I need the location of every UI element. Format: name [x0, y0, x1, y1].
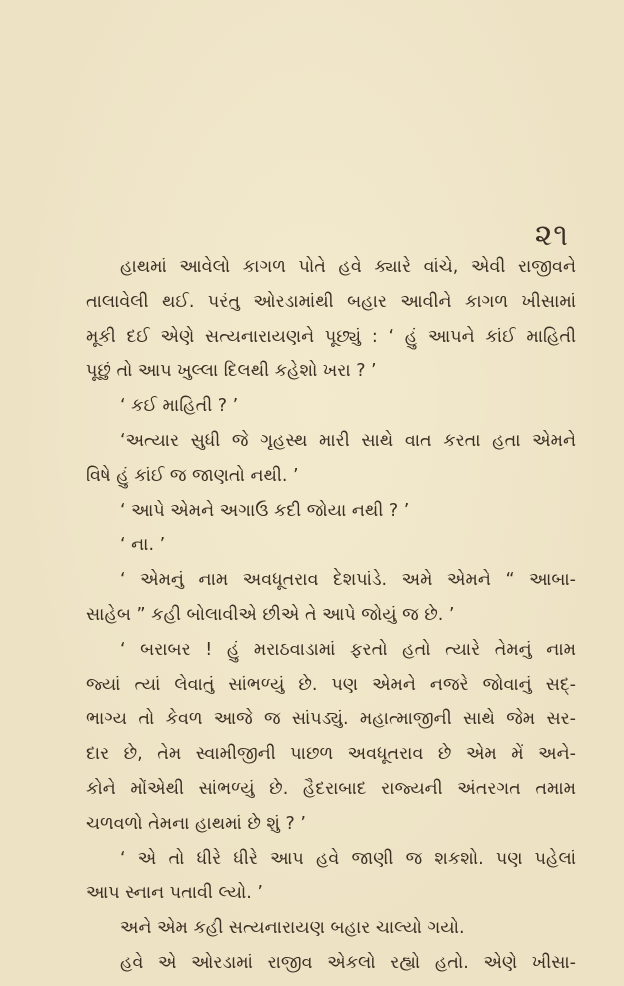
text-line: સાહેબ ” કહી બોલાવીએ છીએ તે આપે જોયું જ છે. ’: [86, 604, 455, 625]
text-line: ‘ કઈ માહિતી ? ’: [120, 396, 239, 417]
text-line: ‘ એ તો ધીરે ધીરે આપ હવે જાણી જ શકશો. પણ પહેલાં: [120, 848, 576, 869]
text-line: વિષે હું કાંઈ જ જાણતો નથી. ’: [86, 465, 299, 486]
text-lines: [86, 250, 576, 981]
text-line: પૂછું તો આપ ખુલ્લા દિલથી કહેશો ખરા ? ’: [86, 361, 377, 382]
body-text: [86, 250, 576, 981]
text-line: ‘ બરાબર ! હું મરાઠવાડામાં ફરતો હતો ત્યારે તેમનું નામ: [120, 639, 576, 660]
text-line: દાર છે, તેમ સ્વામીજીની પાછળ અવધૂતરાવ છે એમ મેં અને-: [86, 744, 576, 765]
page-number: ૨૧: [534, 218, 569, 253]
text-line: તાલાવેલી થઈ. પરંતુ ઓરડામાંથી બહાર આવીને કાગળ ખીસામાં: [86, 291, 576, 312]
text-line: ‘ આપે એમને અગાઉ કદી જોયા નથી ? ’: [120, 500, 410, 521]
text-line: ‘અત્યાર સુધી જે ગૃહસ્થ મારી સાથે વાત કરતા હતા એમને: [120, 430, 576, 451]
text-line: ‘ એમનું નામ અવધૂતરાવ દેશપાંડે. અમે એમને “ આબા-: [120, 570, 576, 591]
text-line: ‘ ના. ’: [120, 535, 166, 556]
text-line: કોને મોંએથી સાંભળ્યું છે. હૈદરાબાદ રાજ્યની અંતરગત તમામ: [86, 778, 576, 799]
text-line: હવે એ ઓરડામાં રાજીવ એકલો રહ્યો હતો. એણે ખીસા-: [120, 952, 576, 973]
text-line: મૂકી દઈ એણે સત્યનારાયણને પૂછ્યું : ‘ હું આપને કાંઈ માહિતી: [86, 326, 576, 347]
text-line: હાથમાં આવેલો કાગળ પોતે હવે ક્યારે વાંચે, એવી રાજીવને: [120, 257, 576, 277]
text-line: ભાગ્ય તો કેવળ આજે જ સાંપડ્યું. મહાત્માજીની સાથે જેમ સર-: [86, 709, 576, 730]
text-line: અને એમ કહી સત્યનારાયણ બહાર ચાલ્યો ગયો.: [120, 918, 465, 939]
text-line: જ્યાં ત્યાં લેવાતું સાંભળ્યું છે. પણ એમને નજરે જોવાનું સદ્‌-: [86, 674, 576, 695]
text-line: ચળવળો તેમના હાથમાં છે શું ? ’: [86, 813, 306, 834]
text-line: આપ સ્નાન પતાવી લ્યો. ’: [86, 883, 263, 904]
